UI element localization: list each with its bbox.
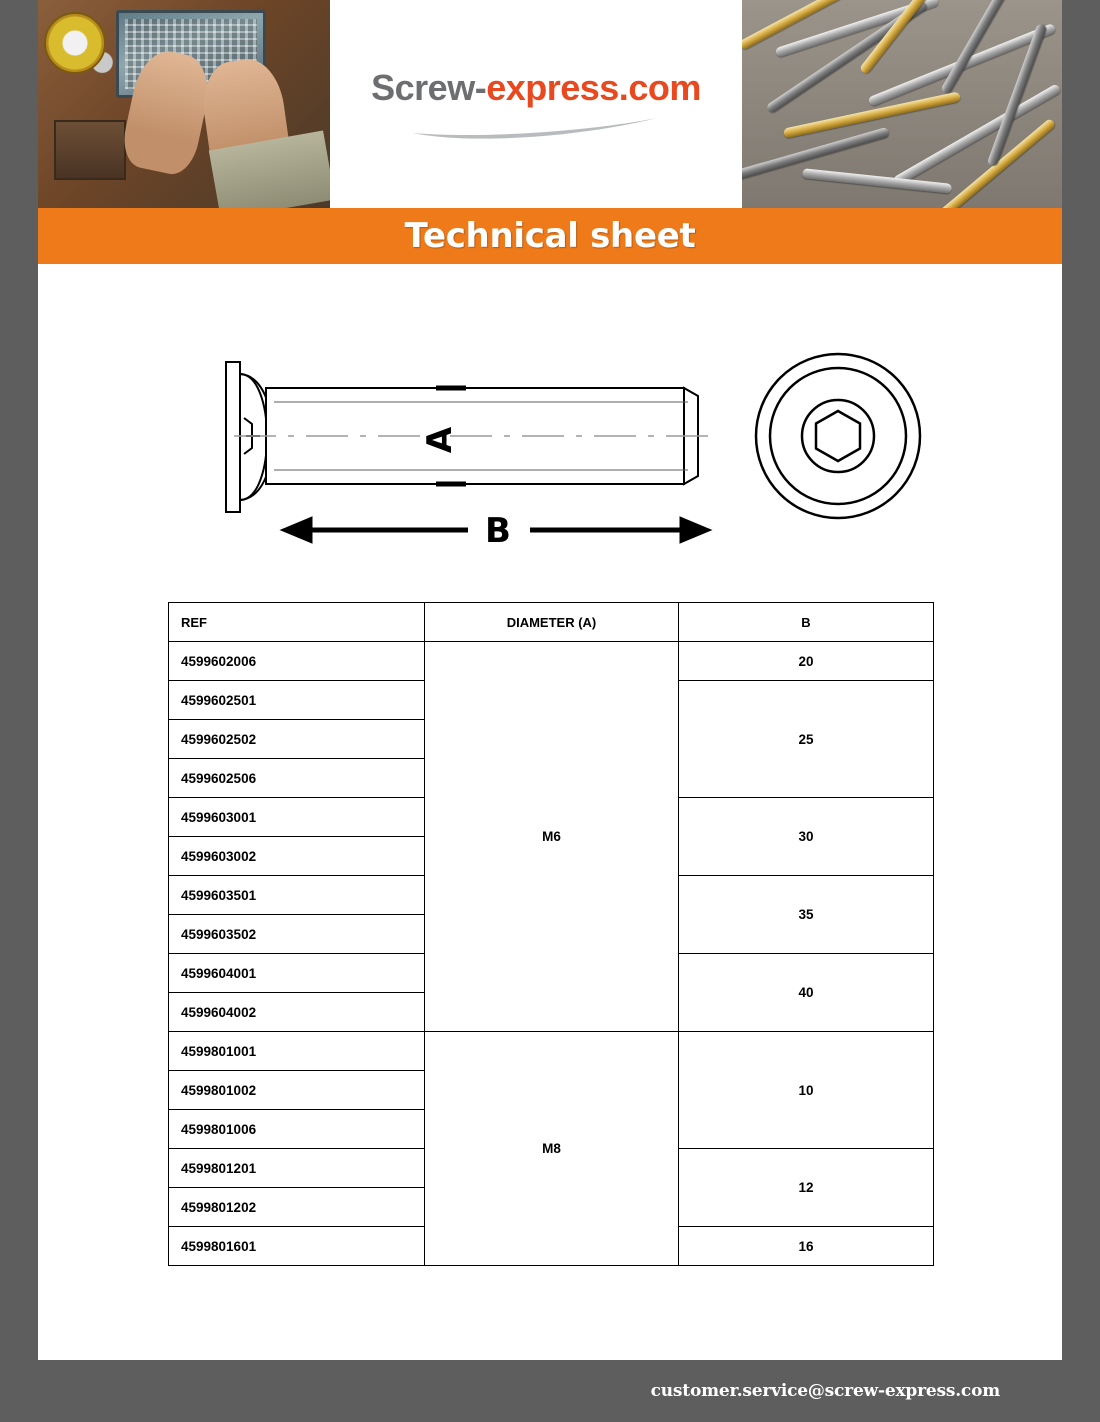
cell-ref: 4599801601 [169, 1227, 425, 1266]
header-b: B [679, 603, 934, 642]
cell-ref: 4599603001 [169, 798, 425, 837]
cell-b: 35 [679, 876, 934, 954]
cell-ref: 4599602502 [169, 720, 425, 759]
cell-ref: 4599604002 [169, 993, 425, 1032]
cell-ref: 4599602506 [169, 759, 425, 798]
cell-ref: 4599604001 [169, 954, 425, 993]
cell-b: 30 [679, 798, 934, 876]
screws-pile-photo [742, 0, 1062, 208]
cell-ref: 4599602501 [169, 681, 425, 720]
cell-diameter: M6 [425, 642, 679, 1032]
cell-diameter: M8 [425, 1032, 679, 1266]
dimension-label-b: B [485, 511, 511, 551]
cell-b: 40 [679, 954, 934, 1032]
table-row [169, 642, 934, 681]
right-sidebar-bar [1062, 0, 1100, 1422]
cell-ref: 4599801002 [169, 1071, 425, 1110]
cell-b: 12 [679, 1149, 934, 1227]
cell-ref: 4599603002 [169, 837, 425, 876]
logo-text [371, 67, 701, 109]
cell-ref: 4599603502 [169, 915, 425, 954]
cell-b: 20 [679, 642, 934, 681]
cell-b: 25 [679, 681, 934, 798]
cell-ref: 4599801006 [169, 1110, 425, 1149]
page-footer [0, 1360, 1100, 1422]
swoosh-icon [411, 115, 661, 141]
table-header-row [169, 603, 934, 642]
header-diameter: DIAMETER (A) [425, 603, 679, 642]
cell-ref: 4599801201 [169, 1149, 425, 1188]
parts-box [54, 120, 126, 180]
dimension-label-a: A [420, 426, 460, 454]
drawing-svg [38, 290, 1062, 580]
technical-sheet-banner [38, 208, 1062, 264]
page-header [38, 0, 1062, 208]
tape-measure-icon [44, 12, 106, 74]
footer-spacer [38, 1330, 1062, 1360]
header-ref: REF [169, 603, 425, 642]
cell-ref: 4599801202 [169, 1188, 425, 1227]
logo-secondary: express.com [486, 67, 701, 108]
specifications-table-wrapper [168, 602, 933, 1266]
cell-b: 16 [679, 1227, 934, 1266]
left-sidebar-bar [0, 0, 38, 1422]
cell-ref: 4599602006 [169, 642, 425, 681]
brand-logo [330, 0, 742, 208]
logo-primary: Screw- [371, 67, 487, 108]
contact-email[interactable]: customer.service@screw-express.com [650, 1381, 1000, 1401]
table-body [169, 642, 934, 1266]
workbench-photo [38, 0, 330, 208]
cell-ref: 4599603501 [169, 876, 425, 915]
specifications-table [168, 602, 934, 1266]
cell-ref: 4599801001 [169, 1032, 425, 1071]
banner-title: Technical sheet [404, 216, 696, 256]
table-row [169, 1032, 934, 1071]
cell-b: 10 [679, 1032, 934, 1149]
technical-drawing [38, 290, 1062, 580]
